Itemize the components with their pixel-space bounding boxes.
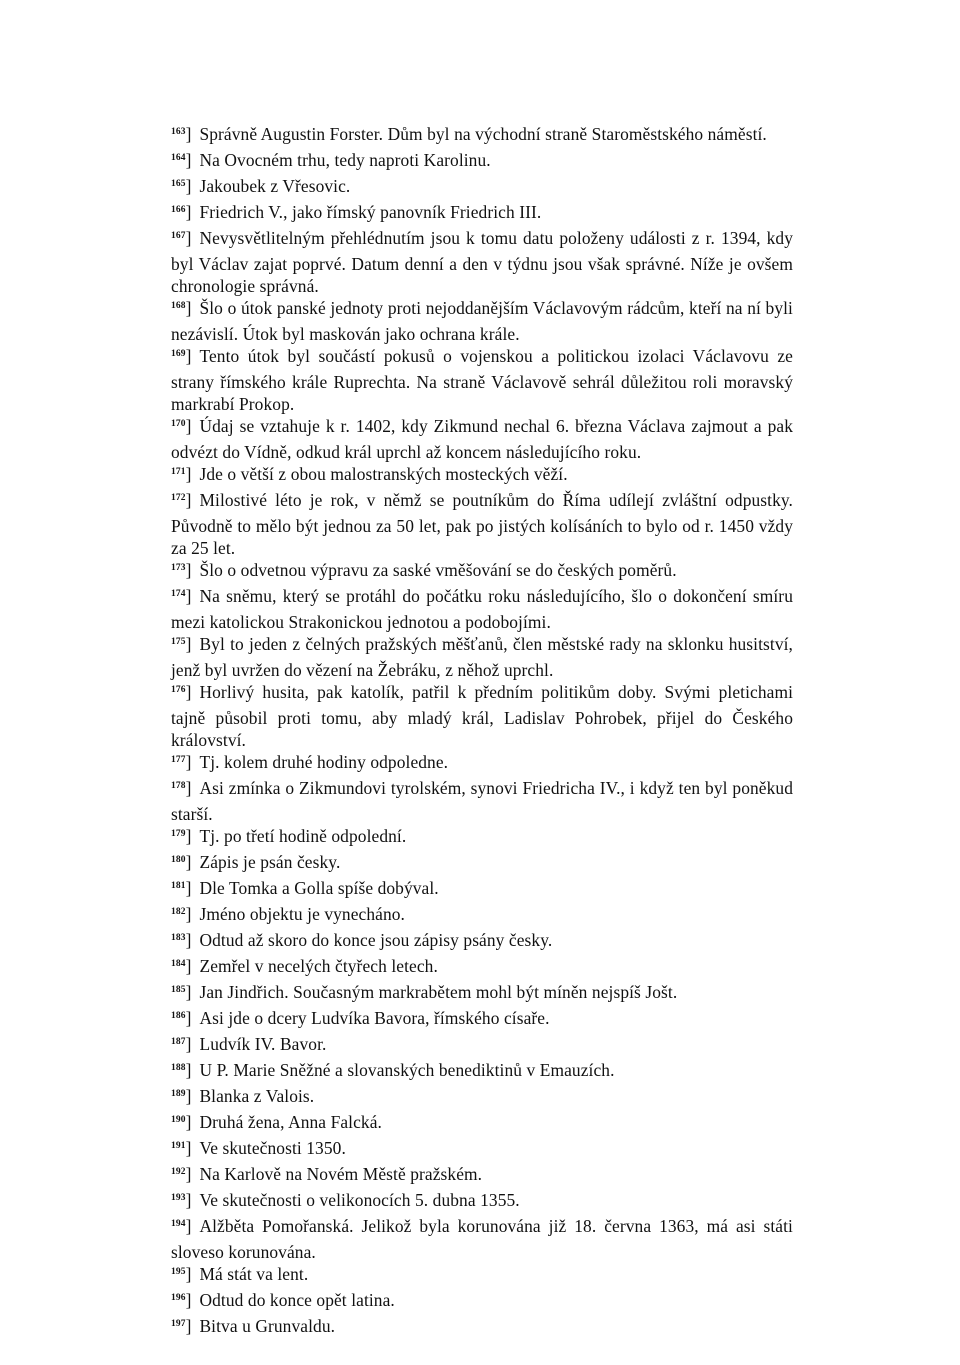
footnote-bracket: ] <box>185 904 192 924</box>
footnote-text: Jméno objektu je vynecháno. <box>199 904 406 924</box>
footnote-number: 174 <box>171 589 186 599</box>
footnote <box>171 1033 793 1059</box>
footnote-number: 163 <box>171 127 186 137</box>
footnote-number: 185 <box>171 985 186 995</box>
footnote <box>171 825 793 851</box>
footnote-text: Údaj se vztahuje k r. 1402, kdy Zikmund nechal 6. března Václava zajmout a pak odvézt do Vídně, odkud král uprchl až koncem následujícího roku. <box>171 416 793 462</box>
footnote-bracket: ] <box>185 1190 192 1210</box>
footnote-number: 189 <box>171 1089 186 1099</box>
footnote <box>171 201 793 227</box>
footnote-number: 164 <box>171 153 186 163</box>
footnote-bracket: ] <box>185 1290 192 1310</box>
footnote-bracket: ] <box>185 560 192 580</box>
footnote-bracket: ] <box>185 416 192 436</box>
footnote-bracket: ] <box>185 228 192 248</box>
footnote-number: 195 <box>171 1267 186 1277</box>
footnote-text: Na Ovocném trhu, tedy naproti Karolinu. <box>199 150 491 170</box>
footnote-text: Alžběta Pomořanská. Jelikož byla korunována již 18. června 1363, má asi státi sloveso korunována. <box>171 1216 793 1262</box>
footnote-bracket: ] <box>185 124 192 144</box>
footnote <box>171 981 793 1007</box>
footnote-text: Horlivý husita, pak katolík, patřil k předním politikům doby. Svými pletichami tajně působil proti tomu, aby mladý král, Ladislav Pohrobek, přijel do Českého království. <box>171 682 793 750</box>
footnote <box>171 929 793 955</box>
footnote-text: Jan Jindřich. Současným markrabětem mohl být míněn nejspíš Jošt. <box>199 982 678 1002</box>
footnote <box>171 1163 793 1189</box>
footnote-text: Ve skutečnosti o velikonocích 5. dubna 1355. <box>199 1190 520 1210</box>
footnote-bracket: ] <box>185 586 192 606</box>
footnote-number: 196 <box>171 1293 186 1303</box>
footnote-number: 177 <box>171 755 186 765</box>
footnote-text: Má stát va lent. <box>199 1264 309 1284</box>
footnote-bracket: ] <box>185 982 192 1002</box>
footnote-bracket: ] <box>185 1086 192 1106</box>
footnote <box>171 345 793 415</box>
footnote-number: 184 <box>171 959 186 969</box>
footnote-text: Blanka z Valois. <box>199 1086 315 1106</box>
footnote-number: 167 <box>171 231 186 241</box>
footnote-text: Tj. po třetí hodině odpolední. <box>199 826 407 846</box>
footnote-number: 172 <box>171 493 186 503</box>
footnote-bracket: ] <box>185 826 192 846</box>
footnote-bracket: ] <box>185 464 192 484</box>
footnote-number: 193 <box>171 1193 186 1203</box>
footnote-bracket: ] <box>185 1060 192 1080</box>
footnote-text: Asi jde o dcery Ludvíka Bavora, římského císaře. <box>199 1008 550 1028</box>
footnote-number: 170 <box>171 419 186 429</box>
footnote <box>171 123 793 149</box>
footnote-text: Jde o větší z obou malostranských mosteckých věží. <box>199 464 568 484</box>
footnote-text: Ve skutečnosti 1350. <box>199 1138 346 1158</box>
footnote <box>171 851 793 877</box>
footnote-bracket: ] <box>185 1264 192 1284</box>
footnote-text: Dle Tomka a Golla spíše dobýval. <box>199 878 439 898</box>
footnote-number: 173 <box>171 563 186 573</box>
footnote-text: Na sněmu, který se protáhl do počátku roku následujícího, šlo o dokončení smíru mezi katolickou Strakonickou jednotou a podobojími. <box>171 586 793 632</box>
footnote <box>171 559 793 585</box>
footnote-bracket: ] <box>185 634 192 654</box>
footnote-number: 181 <box>171 881 186 891</box>
footnote-number: 192 <box>171 1167 186 1177</box>
footnote-bracket: ] <box>185 298 192 318</box>
footnote-number: 179 <box>171 829 186 839</box>
footnote-bracket: ] <box>185 1112 192 1132</box>
footnote-bracket: ] <box>185 490 192 510</box>
footnote <box>171 1263 793 1289</box>
footnote-text: Nevysvětlitelným přehlédnutím jsou k tomu datu položeny události z r. 1394, kdy byl Václav zajat poprvé. Datum denní a den v týdnu jsou však správné. Níže je ovšem chronologie správná. <box>171 228 793 296</box>
footnote <box>171 751 793 777</box>
footnote-bracket: ] <box>185 682 192 702</box>
footnote-number: 197 <box>171 1319 186 1329</box>
footnote-bracket: ] <box>185 878 192 898</box>
footnote-text: Zemřel v necelých čtyřech letech. <box>199 956 438 976</box>
footnote-text: Zápis je psán česky. <box>199 852 341 872</box>
footnote-text: Tj. kolem druhé hodiny odpoledne. <box>199 752 449 772</box>
footnote-text: Asi zmínka o Zikmundovi tyrolském, synovi Friedricha IV., i když ten byl poněkud starší. <box>171 778 793 824</box>
footnote-number: 187 <box>171 1037 186 1047</box>
footnote-text: Správně Augustin Forster. Dům byl na východní straně Staroměstského náměstí. <box>199 124 767 144</box>
footnote <box>171 903 793 929</box>
footnote-text: Milostivé léto je rok, v němž se poutníkům do Říma udílejí zvláštní odpustky. Původně to mělo být jednou za 50 let, pak po jistých kolísáních to bylo od r. 1450 vždy za 25 let. <box>171 490 793 558</box>
footnote-number: 186 <box>171 1011 186 1021</box>
footnote-number: 165 <box>171 179 186 189</box>
footnote-text: Odtud do konce opět latina. <box>199 1290 395 1310</box>
footnote <box>171 1315 793 1341</box>
footnote-bracket: ] <box>185 1316 192 1336</box>
footnote-text: Druhá žena, Anna Falcká. <box>199 1112 382 1132</box>
footnotes-page <box>171 123 793 1341</box>
footnote <box>171 297 793 345</box>
footnote <box>171 227 793 297</box>
footnote <box>171 1059 793 1085</box>
footnote-number: 188 <box>171 1063 186 1073</box>
footnote-number: 166 <box>171 205 186 215</box>
footnote <box>171 489 793 559</box>
footnote-number: 171 <box>171 467 186 477</box>
footnote-text: Na Karlově na Novém Městě pražském. <box>199 1164 483 1184</box>
footnote-text: Tento útok byl součástí pokusů o vojenskou a politickou izolaci Václavovu ze strany římského krále Ruprechta. Na straně Václavově sehrál důležitou roli moravský markrabí Prokop. <box>171 346 793 414</box>
footnote <box>171 1137 793 1163</box>
footnote-text: U P. Marie Sněžné a slovanských benediktinů v Emauzích. <box>199 1060 615 1080</box>
footnote-bracket: ] <box>185 346 192 366</box>
footnote-number: 169 <box>171 349 186 359</box>
footnote-bracket: ] <box>185 1034 192 1054</box>
footnote-bracket: ] <box>185 1138 192 1158</box>
footnote-bracket: ] <box>185 1164 192 1184</box>
footnote-number: 178 <box>171 781 186 791</box>
footnote-text: Bitva u Grunvaldu. <box>199 1316 336 1336</box>
footnote-text: Friedrich V., jako římský panovník Friedrich III. <box>199 202 542 222</box>
footnote <box>171 415 793 463</box>
footnote-text: Jakoubek z Vřesovic. <box>199 176 351 196</box>
footnote <box>171 633 793 681</box>
footnote <box>171 1189 793 1215</box>
footnote-bracket: ] <box>185 150 192 170</box>
footnote-number: 168 <box>171 301 186 311</box>
footnote-number: 183 <box>171 933 186 943</box>
footnote <box>171 175 793 201</box>
footnote-number: 182 <box>171 907 186 917</box>
footnote-text: Odtud až skoro do konce jsou zápisy psány česky. <box>199 930 553 950</box>
footnote <box>171 777 793 825</box>
footnote-bracket: ] <box>185 1008 192 1028</box>
footnote-text: Šlo o odvetnou výpravu za saské vměšování se do českých poměrů. <box>199 560 677 580</box>
footnote <box>171 149 793 175</box>
footnote <box>171 1007 793 1033</box>
footnote-bracket: ] <box>185 752 192 772</box>
footnote-bracket: ] <box>185 778 192 798</box>
footnote <box>171 955 793 981</box>
footnote <box>171 877 793 903</box>
footnote-bracket: ] <box>185 1216 192 1236</box>
footnote <box>171 585 793 633</box>
footnote <box>171 1289 793 1315</box>
footnote-bracket: ] <box>185 956 192 976</box>
footnote <box>171 1085 793 1111</box>
footnote-number: 194 <box>171 1219 186 1229</box>
footnote-number: 191 <box>171 1141 186 1151</box>
footnote <box>171 463 793 489</box>
footnote-bracket: ] <box>185 930 192 950</box>
footnote-text: Šlo o útok panské jednoty proti nejoddanějším Václavovým rádcům, kteří na ní byli nezávislí. Útok byl maskován jako ochrana krále. <box>171 298 793 344</box>
footnote-bracket: ] <box>185 202 192 222</box>
footnote-bracket: ] <box>185 176 192 196</box>
footnote-text: Ludvík IV. Bavor. <box>199 1034 327 1054</box>
footnote-text: Byl to jeden z čelných pražských měšťanů, člen městské rady na sklonku husitství, jenž byl uvržen do vězení na Žebráku, z něhož uprchl. <box>171 634 793 680</box>
footnote <box>171 681 793 751</box>
footnote <box>171 1111 793 1137</box>
footnote-number: 175 <box>171 637 186 647</box>
footnote-number: 190 <box>171 1115 186 1125</box>
footnote-bracket: ] <box>185 852 192 872</box>
footnote <box>171 1215 793 1263</box>
footnote-number: 180 <box>171 855 186 865</box>
footnote-number: 176 <box>171 685 186 695</box>
